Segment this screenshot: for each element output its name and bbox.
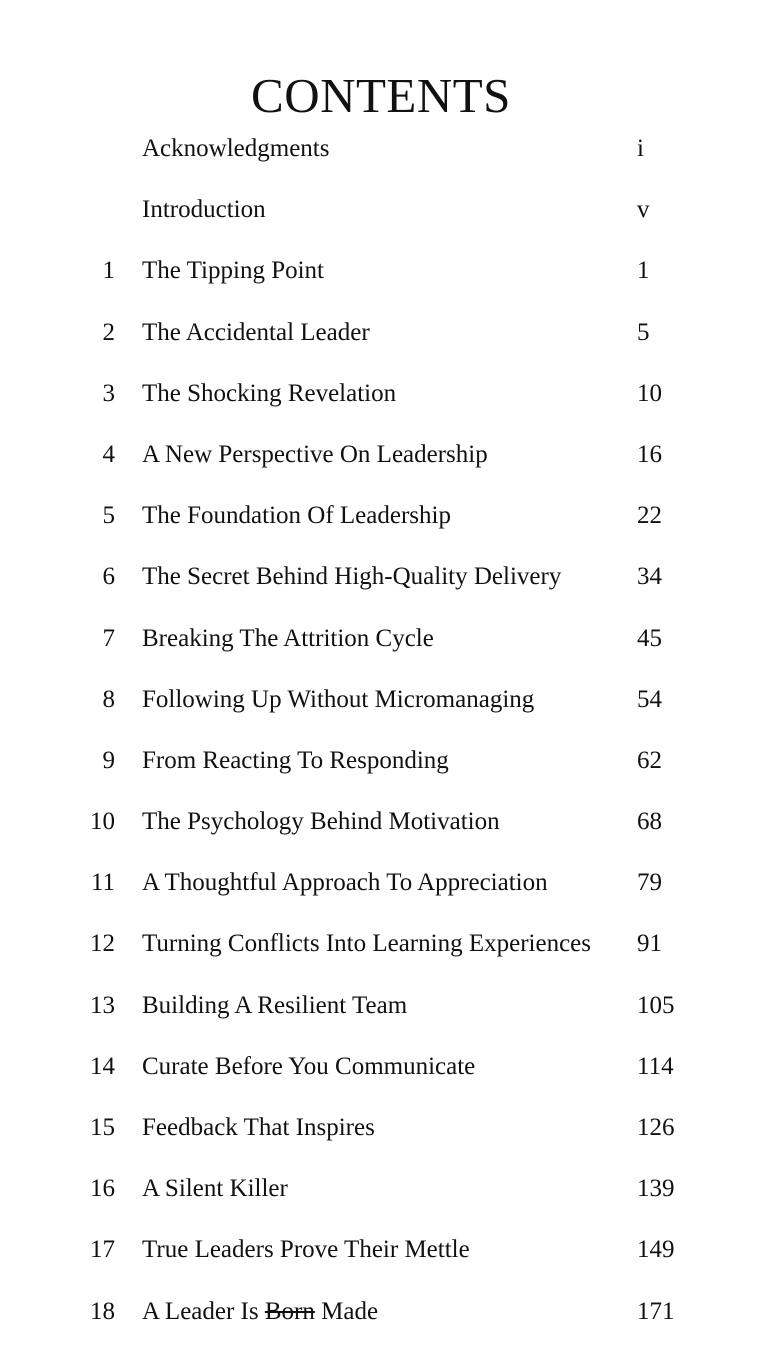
chapter-number: 4: [102, 440, 115, 468]
chapter-number: 3: [102, 379, 115, 407]
chapter-page: 91: [637, 930, 662, 958]
chapter-number: 8: [102, 685, 115, 713]
toc-entry-chapter-14: [0, 1036, 776, 1097]
chapter-title: The Secret Behind High-Quality Delivery: [142, 563, 562, 591]
chapter-number: 11: [90, 869, 115, 897]
chapter-title: Curate Before You Communicate: [142, 1052, 476, 1080]
toc-entry-chapter-15: [0, 1097, 776, 1158]
chapter-title: Feedback That Inspires: [142, 1114, 375, 1141]
chapter-page: 5: [637, 318, 650, 346]
toc-entry-chapter-13: [0, 975, 776, 1036]
struck-through-word: Born: [264, 1297, 315, 1325]
chapter-title: True Leaders Prove Their Mettle: [142, 1236, 470, 1264]
chapter-number: 16: [90, 1175, 115, 1203]
chapter-page: 22: [637, 502, 662, 530]
chapter-page: 79: [637, 869, 662, 897]
chapter-number: 12: [90, 930, 115, 958]
chapter-page: 126: [637, 1114, 675, 1141]
chapter-title: From Reacting To Responding: [142, 746, 449, 774]
toc-entry-chapter-7: [0, 608, 776, 669]
chapter-title: [142, 1281, 378, 1342]
toc-entry-chapter-3: [0, 363, 776, 424]
chapter-page: 68: [637, 808, 662, 836]
toc-entry-chapter-18: [0, 1281, 776, 1342]
chapter-page: 10: [637, 379, 662, 407]
chapter-title: A Silent Killer: [142, 1175, 288, 1203]
chapter-title: Following Up Without Micromanaging: [142, 685, 535, 713]
chapter-page: 105: [637, 991, 675, 1019]
chapter-number: 14: [90, 1052, 115, 1080]
chapter-number: 10: [90, 808, 115, 836]
toc-entry-page: i: [637, 135, 644, 162]
chapter-title: Turning Conflicts Into Learning Experiences: [142, 930, 591, 958]
chapter-number: 6: [102, 563, 115, 591]
chapter-page: 1: [637, 257, 650, 285]
toc-entry-page: v: [637, 196, 650, 224]
chapter-page: 45: [637, 624, 662, 652]
chapter-page: 54: [637, 685, 662, 713]
toc-entry-chapter-2: [0, 302, 776, 363]
chapter-page: 171: [637, 1297, 675, 1325]
chapter-page: 149: [637, 1236, 675, 1264]
chapter-title: The Psychology Behind Motivation: [142, 808, 500, 836]
toc-entry-chapter-12: [0, 913, 776, 974]
toc-entry-chapter-6: [0, 546, 776, 607]
chapter-title: The Accidental Leader: [142, 318, 370, 346]
chapter-number: 7: [102, 624, 115, 652]
chapter-number: 13: [90, 991, 115, 1019]
toc-entry-introduction: [0, 179, 776, 240]
toc-entry-chapter-5: [0, 485, 776, 546]
chapter-number: 2: [102, 318, 115, 346]
toc-entry-chapter-10: [0, 791, 776, 852]
page-title: CONTENTS: [251, 67, 511, 123]
toc-entry-title: Acknowledgments: [142, 135, 330, 162]
chapter-page: 16: [637, 440, 662, 468]
toc-entry-acknowledgments: [0, 118, 776, 179]
toc-entry-chapter-9: [0, 730, 776, 791]
chapter-page: 34: [637, 563, 662, 591]
chapter-page: 139: [637, 1175, 675, 1203]
chapter-title: The Tipping Point: [142, 257, 324, 285]
chapter-number: 5: [102, 502, 115, 530]
chapter-title-end: Made: [314, 1297, 379, 1325]
chapter-title: Building A Resilient Team: [142, 991, 408, 1019]
toc-entry-chapter-1: [0, 240, 776, 301]
chapter-number: 17: [90, 1236, 115, 1264]
chapter-page: 114: [637, 1052, 674, 1080]
chapter-title: A Thoughtful Approach To Appreciation: [142, 869, 548, 897]
chapter-number: 1: [102, 257, 115, 285]
chapter-title: The Shocking Revelation: [142, 379, 397, 407]
toc-entry-chapter-4: [0, 424, 776, 485]
chapter-title: Breaking The Attrition Cycle: [142, 624, 434, 652]
toc-entry-chapter-11: [0, 852, 776, 913]
chapter-number: 15: [90, 1114, 115, 1141]
toc-entry-chapter-8: [0, 669, 776, 730]
toc-entry-title: Introduction: [142, 196, 266, 224]
toc-entry-chapter-17: [0, 1219, 776, 1280]
chapter-title-start: A Leader Is: [142, 1297, 265, 1325]
table-of-contents: [0, 118, 776, 1342]
chapter-title: The Foundation Of Leadership: [142, 502, 451, 530]
toc-entry-chapter-16: [0, 1158, 776, 1219]
chapter-number: 18: [90, 1297, 115, 1325]
chapter-number: 9: [102, 746, 115, 774]
chapter-title: A New Perspective On Leadership: [142, 440, 488, 468]
chapter-page: 62: [637, 746, 662, 774]
